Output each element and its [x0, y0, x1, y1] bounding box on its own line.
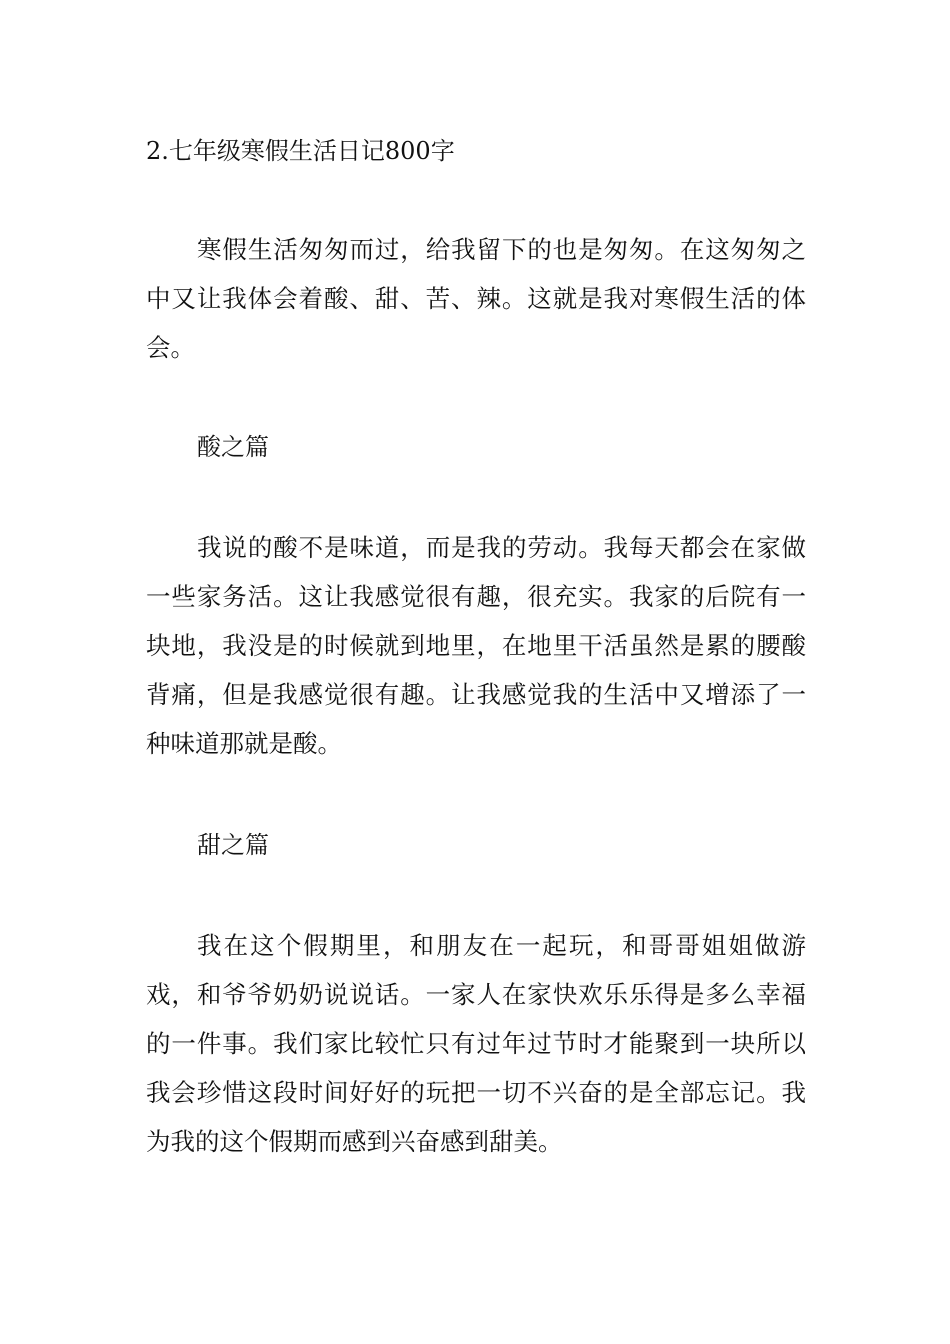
section-heading-sour: 酸之篇	[197, 433, 269, 461]
section-body-sweet: 我在这个假期里，和朋友在一起玩，和哥哥姐姐做游戏，和爷爷奶奶说说话。一家人在家快欢乐乐得是多么幸福的一件事。我们家比较忙只有过年过节时才能聚到一块所以我会珍惜这段时间好好的玩把一切不兴奋的是全部忘记。我为我的这个假期而感到兴奋感到甜美。	[146, 931, 806, 1156]
section-heading-sweet: 甜之篇	[197, 831, 269, 859]
section-body-sour: 我说的酸不是味道，而是我的劳动。我每天都会在家做一些家务活。这让我感觉很有趣，很充实。我家的后院有一块地，我没是的时候就到地里，在地里干活虽然是累的腰酸背痛，但是我感觉很有趣。让我感觉我的生活中又增添了一种味道那就是酸。	[146, 533, 806, 758]
intro-paragraph: 寒假生活匆匆而过，给我留下的也是匆匆。在这匆匆之中又让我体会着酸、甜、苦、辣。这就是我对寒假生活的体会。	[146, 235, 806, 362]
document-title: 2.七年级寒假生活日记800字	[146, 137, 455, 165]
